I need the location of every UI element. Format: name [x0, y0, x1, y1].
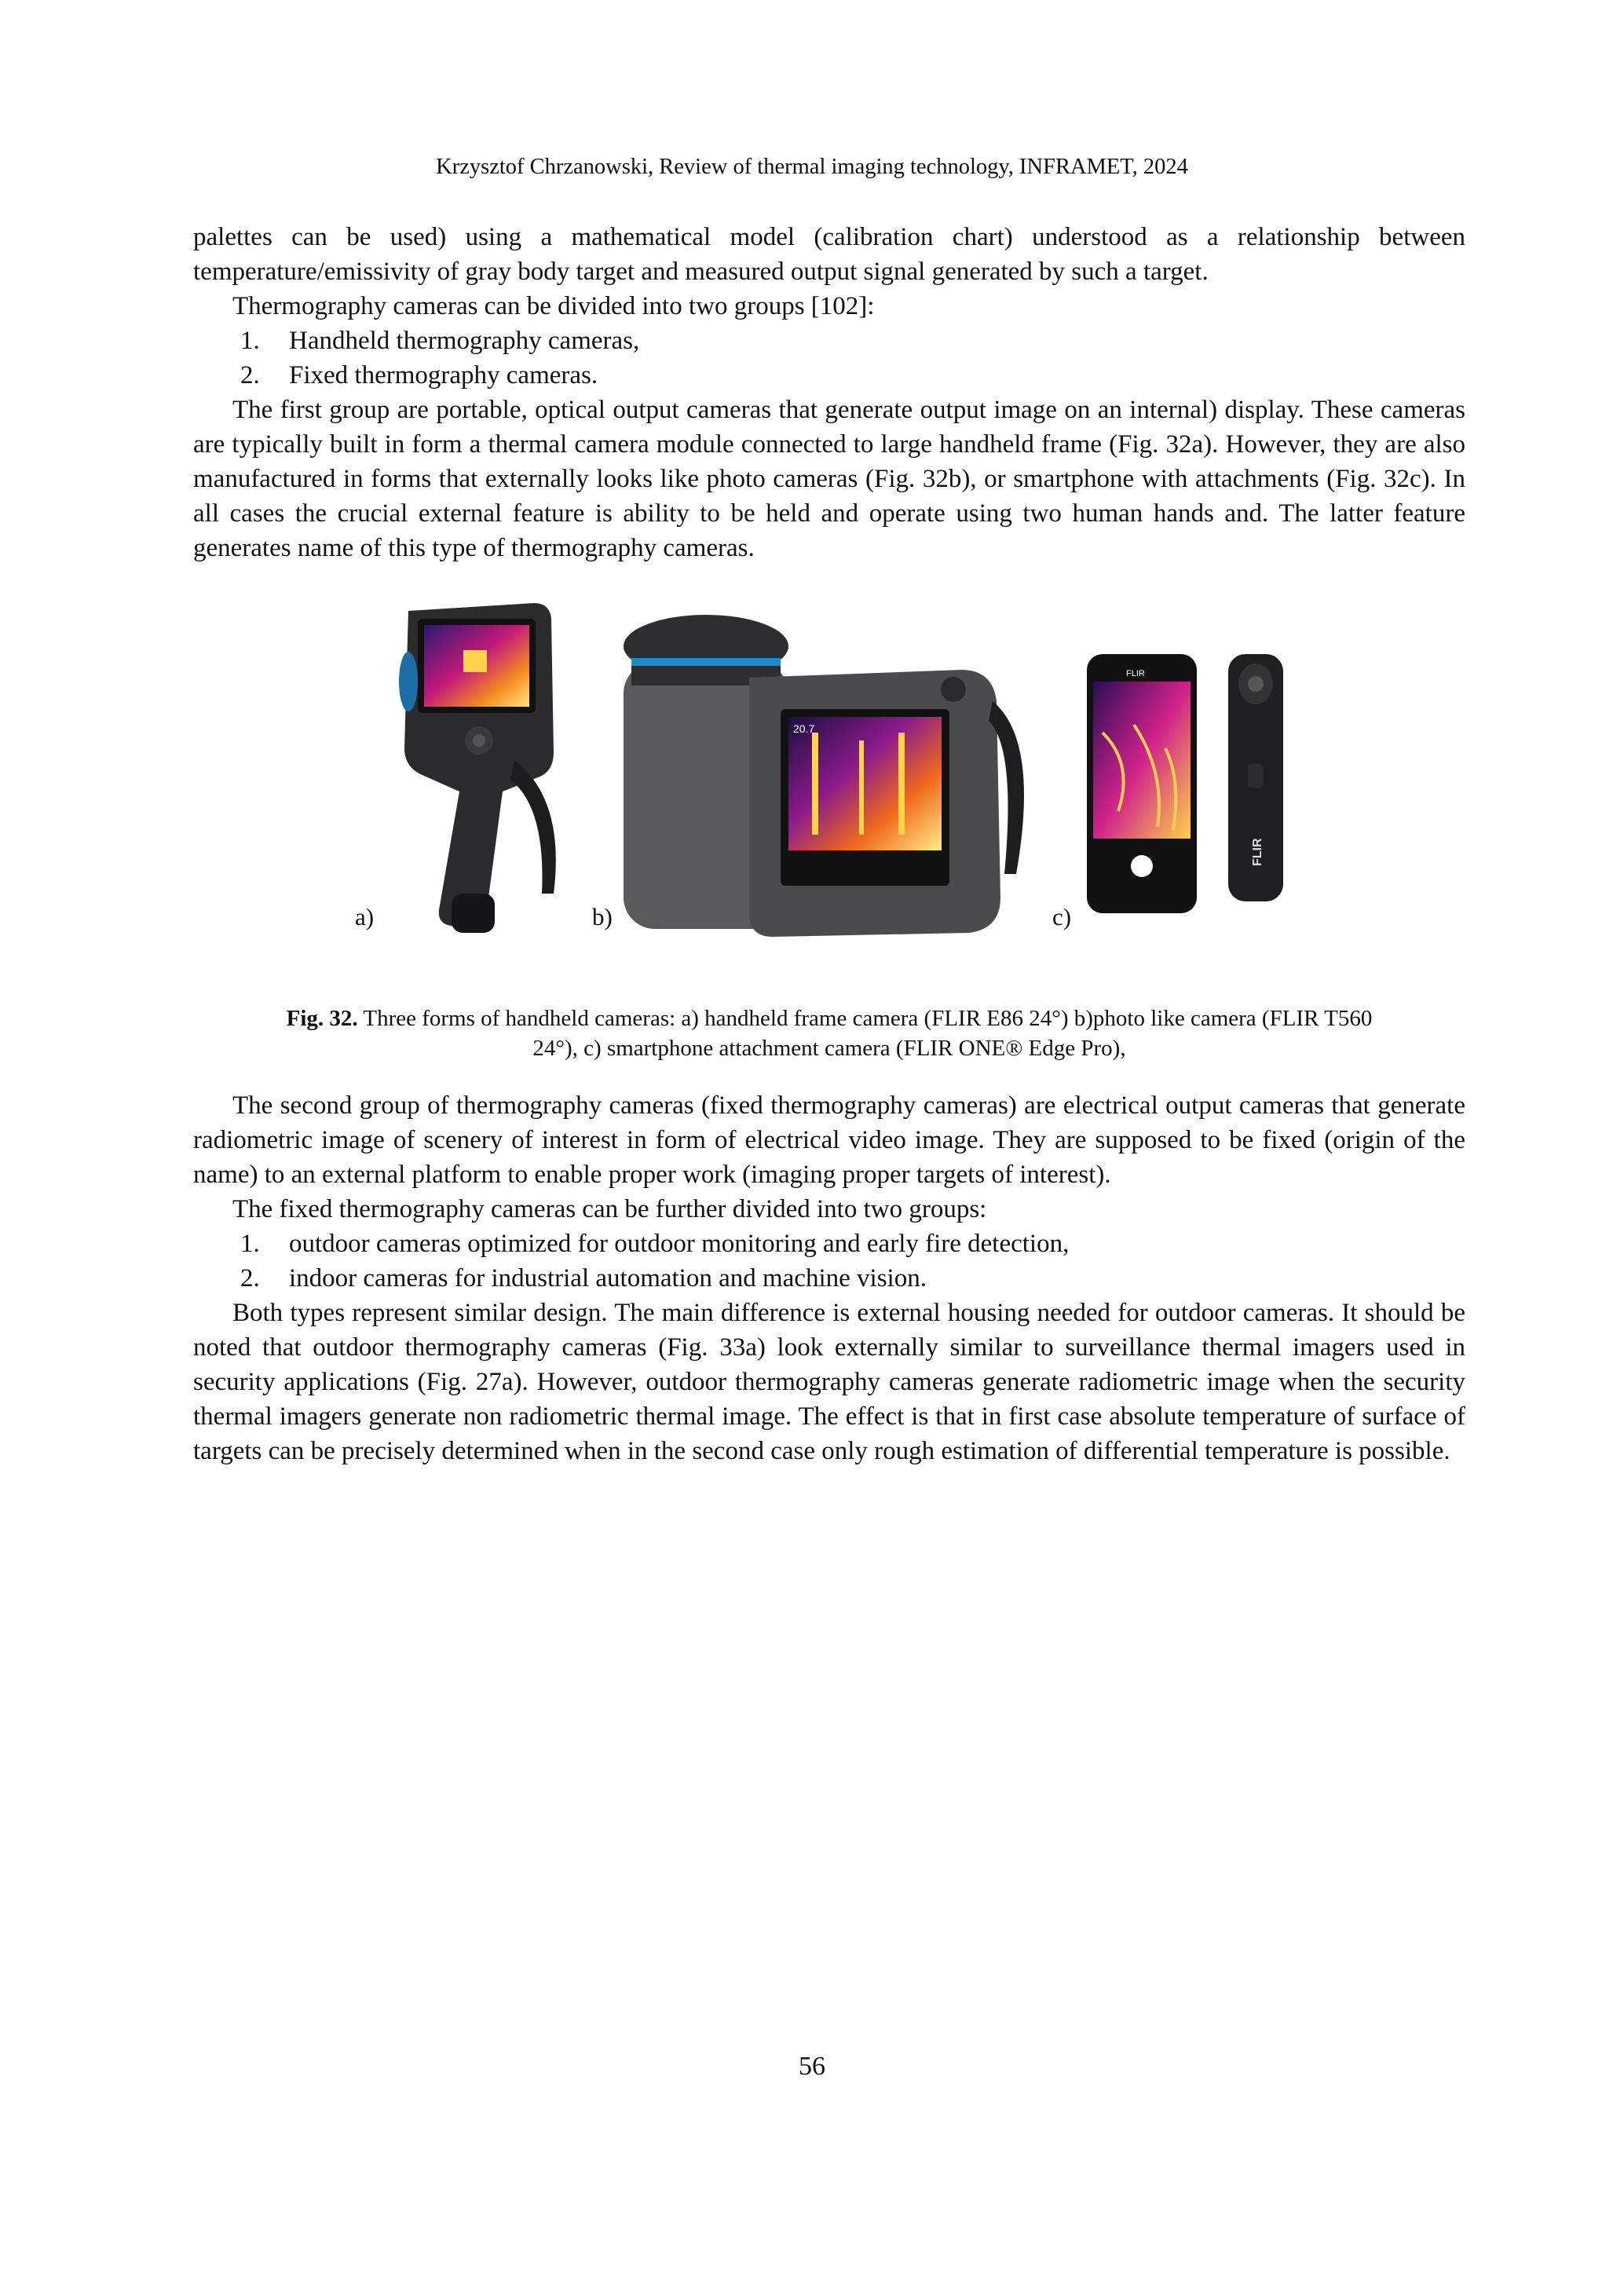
page-number: 56 — [799, 2052, 825, 2081]
paragraph-2: Thermography cameras can be divided into two groups [102]: — [232, 292, 875, 320]
figure-caption — [193, 1004, 1465, 1063]
caption-text: Three forms of handheld cameras: a) handheld frame camera (FLIR E86 24°) b)photo like camera (FLIR T560 24°), c) smartphone attachment camera (FLIR ONE® Edge Pro), — [357, 1006, 1373, 1061]
figure-number: Fig. 32. — [286, 1006, 358, 1031]
photo-like-camera-image — [624, 615, 1032, 945]
smartphone-attachment-camera-image — [1087, 654, 1291, 937]
attachment-brand-text: FLIR — [1251, 838, 1264, 866]
list-item: 1. Handheld thermography cameras, — [240, 327, 640, 355]
list-item: 1. outdoor cameras optimized for outdoor monitoring and early fire detection, — [240, 1230, 1070, 1258]
phone-brand-text: FLIR — [1126, 669, 1145, 678]
screen-temperature: 20.7 — [793, 722, 815, 735]
paragraph-6: Both types represent similar design. The main difference is external housing needed for outdoor cameras. It should be noted that outdoor thermography cameras (Fig. 33a) look externally similar to surveillance thermal imagers used in security applications (Fig. 27a). However, outdoor thermography cameras generate radiometric image when the security thermal imagers generate non radiometric thermal image. The effect is that in first case absolute temperature of surface of targets can be precisely determined when in the second case only rough estimation of differential temperature is possible. — [193, 1299, 1465, 1465]
label-a: a) — [355, 903, 375, 930]
label-c: c) — [1052, 903, 1072, 930]
list-item: 2. Fixed thermography cameras. — [240, 361, 598, 389]
label-b: b) — [592, 903, 613, 930]
fixed-camera-groups-list — [193, 1227, 1465, 1296]
page-body — [193, 220, 1465, 1468]
paragraph-4: The second group of thermography cameras (fixed thermography cameras) are electrical output cameras that generate radiometric image of scenery of interest in form of electrical video image. They are supposed to be fixed (origin of the name) to an external platform to enable proper work (imaging proper targets of interest). — [193, 1091, 1465, 1189]
paragraph-5: The fixed thermography cameras can be further divided into two groups: — [232, 1195, 987, 1223]
handheld-frame-camera-image — [385, 595, 573, 941]
running-header: Krzysztof Chrzanowski, Review of thermal imaging technology, INFRAMET, 2024 — [436, 155, 1188, 179]
list-item: 2. indoor cameras for industrial automation and machine vision. — [240, 1264, 927, 1292]
figure-32 — [193, 587, 1465, 996]
paragraph-3: The first group are portable, optical output cameras that generate output image on an internal) display. These cameras are typically built in form a thermal camera module connected to large handheld frame (Fig. 32a). However, they are also manufactured in forms that externally looks like photo cameras (Fig. 32b), or smartphone with attachments (Fig. 32c). In all cases the crucial external feature is ability to be held and operate using two human hands and. The latter feature generates name of this type of thermography cameras. — [193, 396, 1465, 562]
camera-groups-list — [193, 324, 1465, 393]
paragraph-1: palettes can be used) using a mathematical model (calibration chart) understood as a relationship between temperature/emissivity of gray body target and measured output signal generated by such a target. — [193, 223, 1465, 286]
